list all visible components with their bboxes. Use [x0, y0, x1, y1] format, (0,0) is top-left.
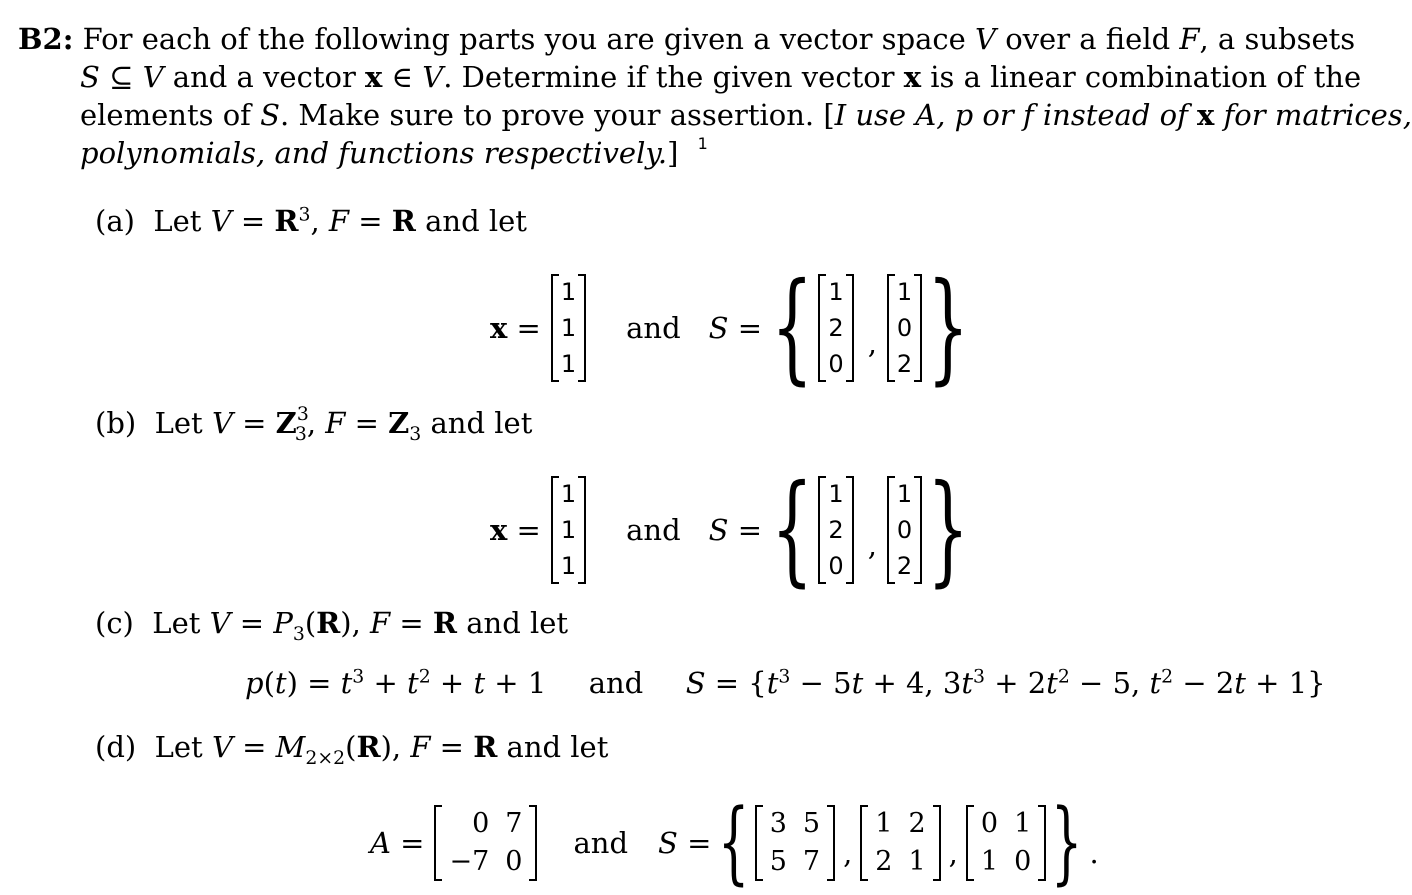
- part-c-label: (c): [95, 606, 134, 640]
- and-word: and: [626, 512, 681, 547]
- left-brace: {: [771, 258, 814, 397]
- vector-entry: 1: [560, 349, 577, 378]
- vector-entry: 0: [828, 551, 844, 580]
- part-d-m2-matrix: [860, 805, 940, 881]
- vector-entry: 1: [828, 479, 844, 508]
- vector-entry: 0: [828, 349, 844, 378]
- matrix-entry: 1: [1014, 807, 1032, 839]
- right-brace: }: [927, 258, 970, 397]
- part-a-x-vector: [551, 274, 586, 382]
- matrix-entry: 2: [875, 845, 893, 877]
- matrix-entry: 7: [505, 807, 523, 839]
- left-brace: {: [771, 460, 814, 599]
- matrix-entry: 1: [875, 807, 893, 839]
- matrix-entry: 0: [505, 845, 523, 877]
- right-brace: }: [1051, 790, 1083, 895]
- part-b-label: (b): [95, 406, 137, 440]
- part-a-s1-vector: [818, 274, 853, 382]
- comma: ,: [867, 527, 877, 562]
- vector-entry: 0: [896, 313, 913, 342]
- comma: ,: [867, 325, 877, 360]
- problem-header-line3: elements of S. Make sure to prove your assertion. [I use A, p or f instead of x for matrices,: [80, 98, 1412, 132]
- part-a-s2-vector: [887, 274, 922, 382]
- vector-entry: 0: [896, 515, 913, 544]
- part-c-intro: (c) Let $V = P_3(R)$, F = R and let: [95, 606, 569, 645]
- matrix-entry: −7: [449, 845, 490, 877]
- and-word: and: [573, 825, 629, 860]
- problem-header-line1: [18, 22, 1355, 56]
- right-brace: }: [927, 460, 970, 599]
- part-b-equation: [490, 460, 979, 599]
- comma: ,: [843, 835, 853, 870]
- part-b-x-eq: x =: [490, 512, 541, 547]
- problem-label: B2:: [18, 22, 74, 56]
- part-a-x-eq: x =: [490, 310, 541, 345]
- matrix-entry: 0: [1014, 845, 1032, 877]
- period: .: [1089, 835, 1099, 870]
- matrix-entry: 0: [980, 807, 999, 839]
- vector-entry: 2: [828, 313, 844, 342]
- matrix-entry: 1: [908, 845, 926, 877]
- vector-entry: 1: [560, 479, 577, 508]
- part-d-a-eq: A =: [370, 825, 425, 860]
- part-c-set: $S = \{t^3 - 5t + 4$, $3t^3 + 2t^2 - 5$, $t^2 - 2t + 1$}: [685, 666, 1326, 700]
- part-b-x-vector: [551, 476, 586, 584]
- vector-entry: 1: [560, 277, 577, 306]
- matrix-entry: 2: [908, 807, 926, 839]
- vector-entry: 2: [828, 515, 844, 544]
- header-text-1: For each of the following parts you are given a vector space V over a field F, a subsets: [82, 22, 1356, 56]
- vector-entry: 1: [560, 313, 577, 342]
- vector-entry: 1: [896, 479, 913, 508]
- comma: ,: [948, 835, 958, 870]
- part-d-a-matrix: [434, 805, 537, 881]
- part-a-intro: (a) Let $V = R^3$, F = R and let: [95, 204, 527, 238]
- part-a-label: (a): [95, 204, 135, 238]
- part-a-s-eq: S =: [708, 310, 763, 345]
- matrix-entry: 1: [980, 845, 999, 877]
- part-c-equation: [245, 666, 1326, 700]
- matrix-entry: 3: [769, 807, 787, 839]
- part-d-m3-matrix: [966, 805, 1046, 881]
- part-b-s2-vector: [887, 476, 922, 584]
- part-c-polynomial: $p(t) = t^3 + t^2 + t + 1$: [245, 666, 547, 700]
- part-b-intro: (b) Let $V = Z^3_3$, $F = Z_3$ and let: [95, 404, 533, 445]
- problem-header-line4: polynomials, and functions respectively.] $^1$: [80, 134, 708, 170]
- vector-entry: 2: [896, 551, 913, 580]
- part-b-s-eq: S =: [708, 512, 763, 547]
- part-d-s-eq: S =: [658, 825, 712, 860]
- matrix-entry: 7: [802, 845, 821, 877]
- vector-entry: 1: [560, 551, 577, 580]
- matrix-entry: 5: [802, 807, 821, 839]
- part-b-s1-vector: [818, 476, 853, 584]
- and-word: and: [626, 310, 681, 345]
- footnote-mark: 1: [697, 134, 708, 153]
- vector-entry: 1: [896, 277, 913, 306]
- part-d-intro: (d) Let $V = M_{2\times 2}(R)$, F = R and let: [95, 730, 609, 769]
- matrix-entry: 0: [472, 807, 490, 839]
- left-brace: {: [718, 790, 750, 895]
- vector-entry: 2: [896, 349, 913, 378]
- matrix-entry: 5: [769, 845, 787, 877]
- and-word: and: [588, 666, 644, 700]
- vector-entry: 1: [560, 515, 577, 544]
- part-d-m1-matrix: [755, 805, 835, 881]
- part-a-equation: [490, 258, 979, 397]
- part-d-label: (d): [95, 730, 137, 764]
- part-d-equation: [370, 790, 1099, 895]
- vector-entry: 1: [828, 277, 844, 306]
- problem-header-line2: S ⊆ V and a vector x ∈ V. Determine if the given vector x is a linear combination of the: [80, 60, 1362, 94]
